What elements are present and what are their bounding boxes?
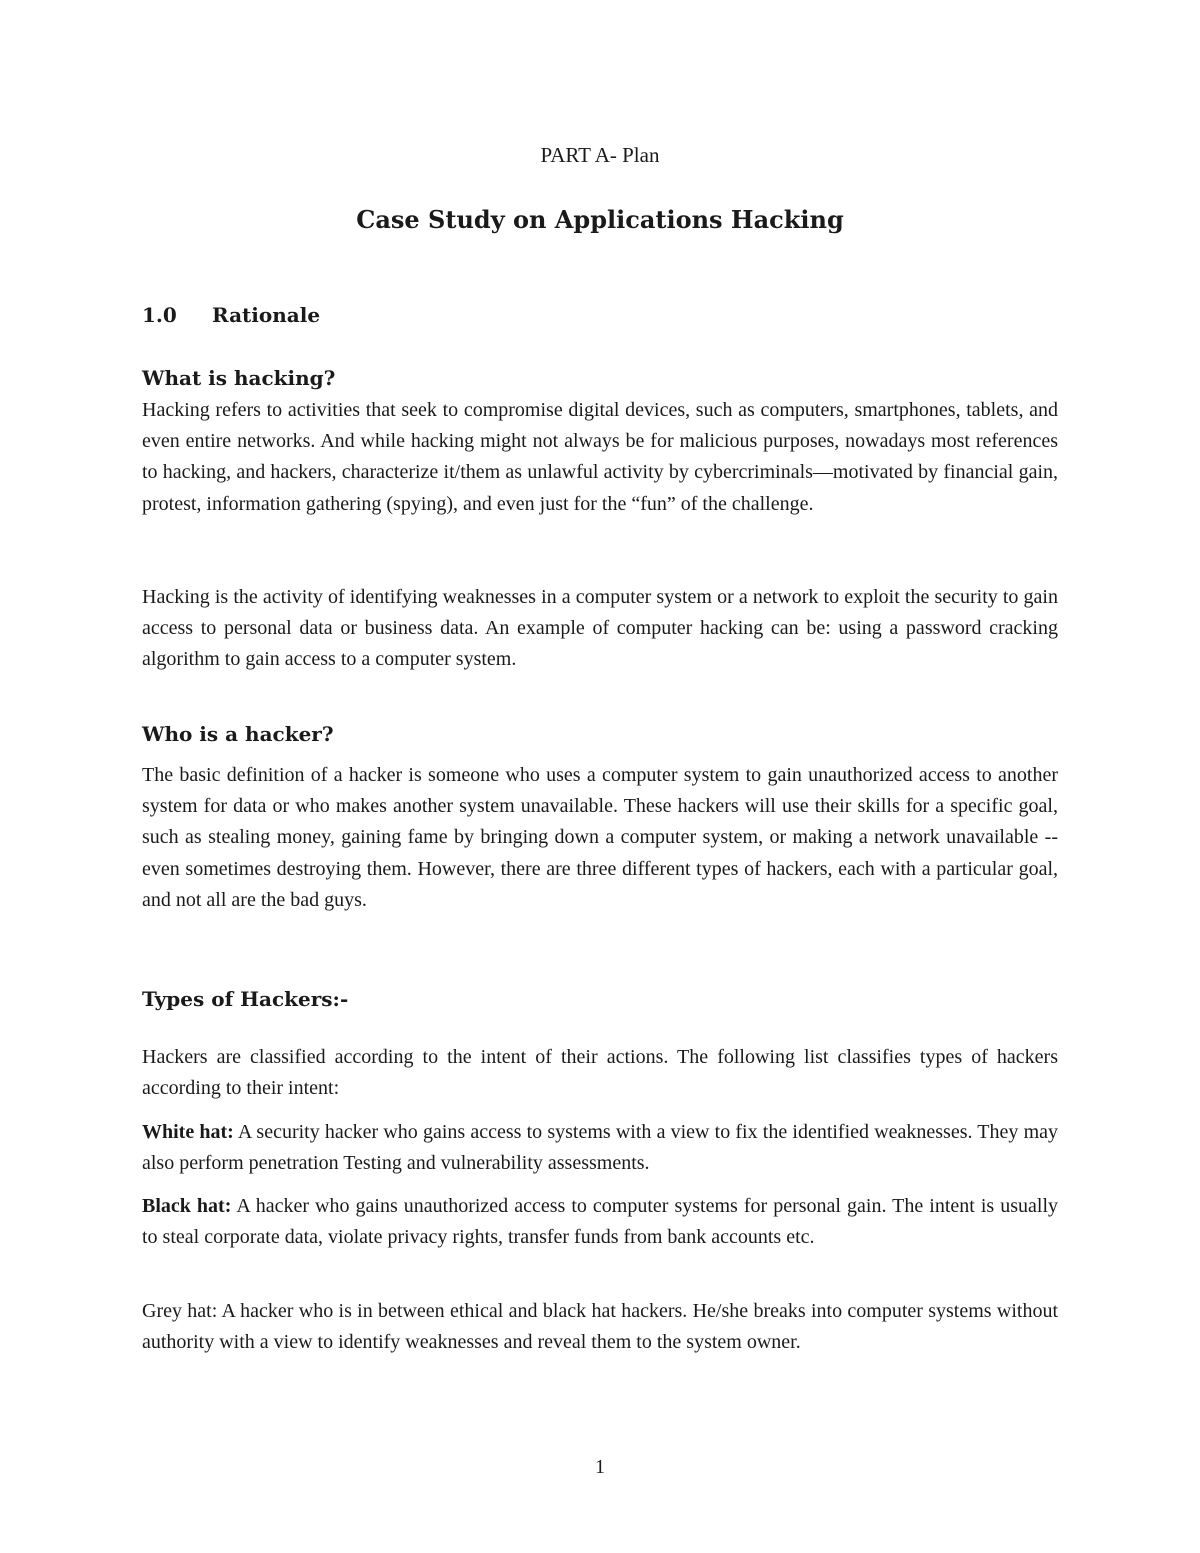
paragraph-hacker-definition: The basic definition of a hacker is someone who uses a computer system to gain unauthorized access to another system for data or who makes another system unavailable. These hackers will use their skills for a specific goal, such as stealing money, gaining fame by bringing down a computer system, or making a network unavailable -- even sometimes destroying them. However, there are three different types of hackers, each with a particular goal, and not all are the bad guys. xyxy=(142,764,1058,911)
section-number: 1.0 xyxy=(142,303,177,327)
page-number: 1 xyxy=(595,1456,605,1478)
white-hat-label: White hat: xyxy=(142,1121,234,1143)
paragraph-hacking-activity: Hacking is the activity of identifying weaknesses in a computer system or a network to exploit the security to gain access to personal data or business data. An example of computer hacking can be: using a password cracking algorithm to gain access to a computer system. xyxy=(142,586,1058,671)
heading-types-of-hackers: Types of Hackers:- xyxy=(142,987,349,1011)
black-hat-text: A hacker who gains unauthorized access to computer systems for personal gain. The intent is usually to steal corporate data, violate privacy rights, transfer funds from bank accounts etc. xyxy=(142,1195,1058,1249)
heading-what-is-hacking: What is hacking? xyxy=(142,366,336,390)
black-hat-label: Black hat: xyxy=(142,1195,232,1217)
heading-who-is-hacker: Who is a hacker? xyxy=(142,722,334,746)
section-heading xyxy=(142,303,320,327)
paragraph-types-intro: Hackers are classified according to the intent of their actions. The following list classifies types of hackers according to their intent: xyxy=(142,1046,1058,1100)
paragraph-grey-hat: Grey hat: A hacker who is in between ethical and black hat hackers. He/she breaks into computer systems without authority with a view to identify weaknesses and reveal them to the system owner. xyxy=(142,1300,1058,1354)
part-title: PART A- Plan xyxy=(540,143,660,167)
white-hat-text: A security hacker who gains access to systems with a view to fix the identified weaknesses. They may also perform penetration Testing and vulnerability assessments. xyxy=(142,1121,1059,1175)
paragraph-white-hat xyxy=(142,1117,1058,1179)
section-title: Rationale xyxy=(212,303,321,327)
document-title: Case Study on Applications Hacking xyxy=(356,205,844,234)
paragraph-black-hat xyxy=(142,1191,1058,1253)
paragraph-hacking-definition: Hacking refers to activities that seek to compromise digital devices, such as computers, smartphones, tablets, and even entire networks. And while hacking might not always be for malicious purposes, nowadays most references to hacking, and hackers, characterize it/them as unlawful activity by cybercriminals—motivated by financial gain, protest, information gathering (spying), and even just for the “fun” of the challenge. xyxy=(142,399,1058,515)
